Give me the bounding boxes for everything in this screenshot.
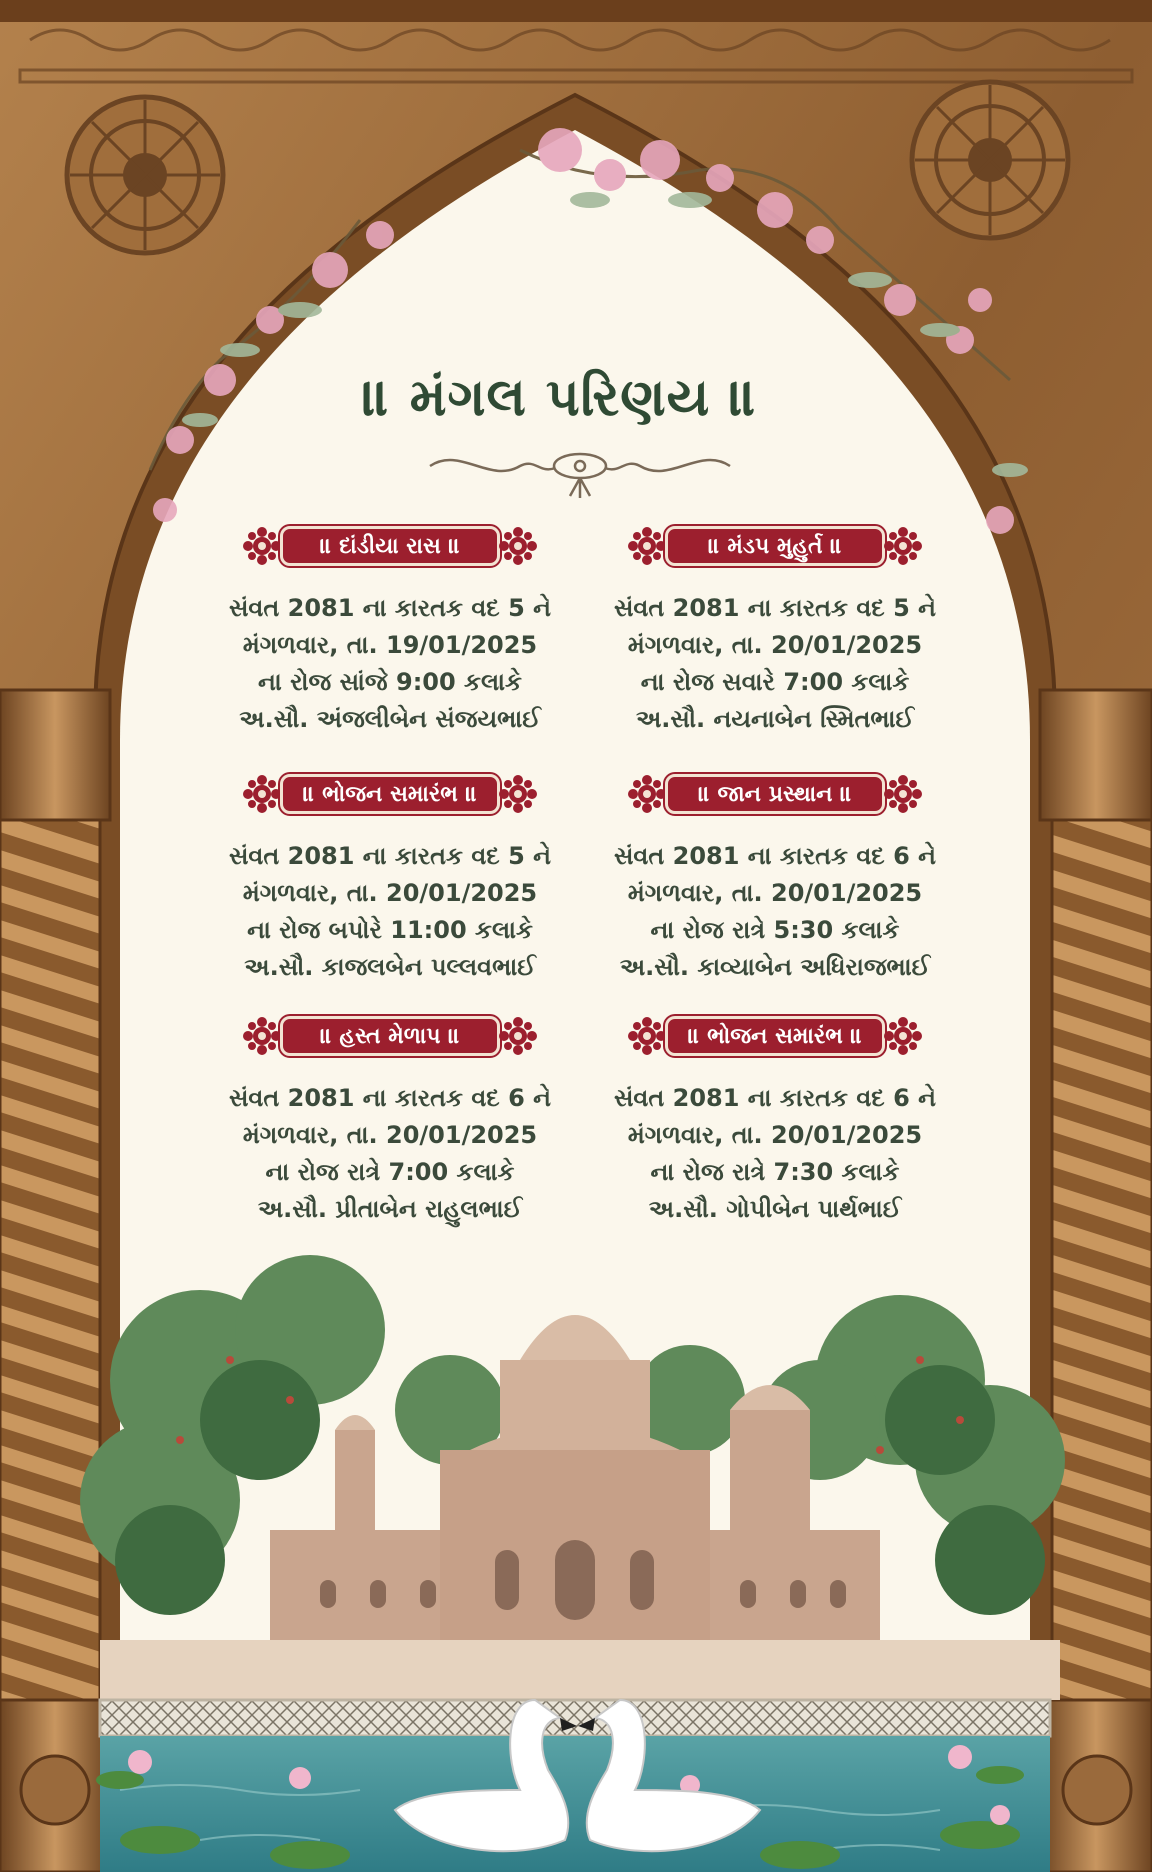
rosette-icon: [883, 774, 923, 814]
event-day-line: મંગળવાર, તા. 19/01/2025: [242, 631, 538, 659]
rosette-icon: [883, 526, 923, 566]
event-details: [605, 838, 945, 986]
event-time-line: ના રોજ સવારે 7:00 કલાકે: [640, 668, 910, 696]
event-host-line: અ.સૌ. ગોપીબેન પાર્થભાઈ: [648, 1195, 902, 1223]
rosette-icon: [242, 774, 282, 814]
event-details: [220, 838, 560, 986]
event-day-line: મંગળવાર, તા. 20/01/2025: [242, 879, 538, 907]
event-card-bhojan-samarambh-2: [605, 1008, 945, 1228]
event-details: [605, 1080, 945, 1228]
event-time-line: ના રોજ રાત્રે 7:30 કલાકે: [650, 1158, 900, 1186]
event-card-bhojan-samarambh-1: [220, 766, 560, 986]
event-title-badge: ॥ જાન પ્રસ્થાન ॥: [665, 774, 885, 814]
event-card-dandiya-raas: [220, 518, 560, 738]
event-host-line: અ.સૌ. કાવ્યાબેન અધિરાજભાઈ: [619, 953, 931, 981]
event-details: [220, 1080, 560, 1228]
event-day-line: મંગળવાર, તા. 20/01/2025: [242, 1121, 538, 1149]
carved-medallion-right: [912, 82, 1068, 238]
event-title-badge: ॥ મંડપ મુહુર્ત ॥: [665, 526, 885, 566]
event-title-badge: ॥ ભોજન સમારંભ ॥: [665, 1016, 885, 1056]
rosette-icon: [242, 1016, 282, 1056]
event-date-line: સંવત 2081 ના કારતક વદ 6 ને: [228, 1084, 552, 1112]
rosette-icon: [498, 774, 538, 814]
rosette-icon: [498, 526, 538, 566]
rosette-icon: [498, 1016, 538, 1056]
event-details: [220, 590, 560, 738]
page-title: ॥ મંગલ પરિણય ॥: [362, 368, 758, 428]
rosette-icon: [883, 1016, 923, 1056]
event-card-jaan-prasthan: [605, 766, 945, 986]
rosette-icon: [627, 526, 667, 566]
rosette-icon: [627, 774, 667, 814]
event-time-line: ના રોજ બપોરે 11:00 કલાકે: [247, 916, 533, 944]
event-title-badge: ॥ ભોજન સમારંભ ॥: [280, 774, 500, 814]
event-day-line: મંગળવાર, તા. 20/01/2025: [627, 631, 923, 659]
event-host-line: અ.સૌ. અંજલીબેન સંજયભાઈ: [239, 705, 541, 733]
event-time-line: ના રોજ રાત્રે 7:00 કલાકે: [265, 1158, 515, 1186]
event-host-line: અ.સૌ. પ્રીતાબેન રાહુલભાઈ: [257, 1195, 523, 1223]
ornamental-flourish-icon: [420, 436, 740, 500]
event-title-badge: ॥ હસ્ત મેળાપ ॥: [280, 1016, 500, 1056]
event-title-badge: ॥ દાંડીયા રાસ ॥: [280, 526, 500, 566]
event-date-line: સંવત 2081 ના કારતક વદ 6 ને: [613, 1084, 937, 1112]
event-date-line: સંવત 2081 ના કારતક વદ 5 ને: [613, 594, 937, 622]
event-host-line: અ.સૌ. નયનાબેન સ્મિતભાઈ: [635, 705, 915, 733]
event-card-mandap-muhurt: [605, 518, 945, 738]
carved-medallion-left: [67, 97, 223, 253]
event-details: [605, 590, 945, 738]
event-time-line: ના રોજ રાત્રે 5:30 કલાકે: [650, 916, 900, 944]
event-day-line: મંગળવાર, તા. 20/01/2025: [627, 879, 923, 907]
event-card-hast-melap: [220, 1008, 560, 1228]
event-time-line: ના રોજ સાંજે 9:00 કલાકે: [258, 668, 522, 696]
event-date-line: સંવત 2081 ના કારતક વદ 5 ને: [228, 594, 552, 622]
event-date-line: સંવત 2081 ના કારતક વદ 5 ને: [228, 842, 552, 870]
event-host-line: અ.સૌ. કાજલબેન પલ્લવભાઈ: [244, 953, 536, 981]
event-date-line: સંવત 2081 ના કારતક વદ 6 ને: [613, 842, 937, 870]
event-day-line: મંગળવાર, તા. 20/01/2025: [627, 1121, 923, 1149]
twisted-pillar-left-icon: [0, 690, 110, 1872]
rosette-icon: [242, 526, 282, 566]
rosette-icon: [627, 1016, 667, 1056]
